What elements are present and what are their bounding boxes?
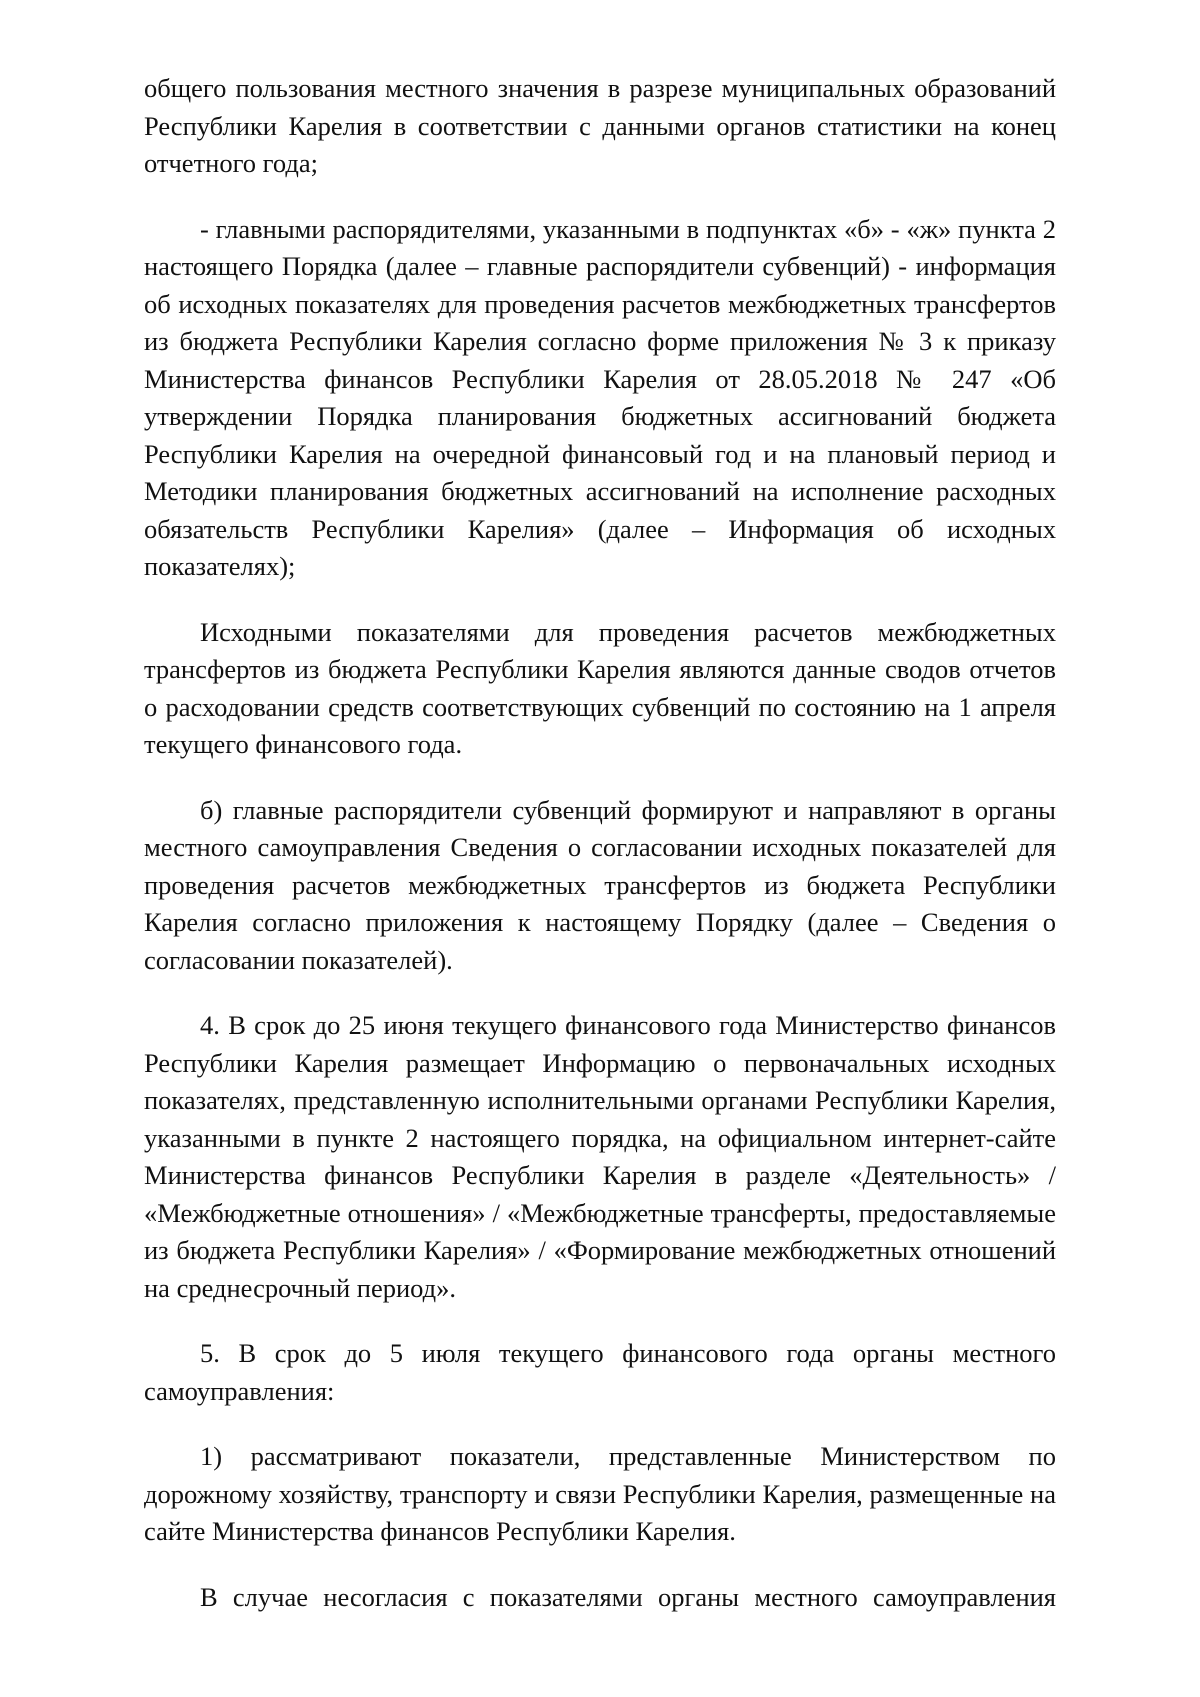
paragraph-1: общего пользования местного значения в разрезе муниципальных образований Республики Карелия в соответствии с данными органов статистики на конец отчетного года; bbox=[144, 73, 1056, 178]
paragraph-8: В случае несогласия с показателями органы местного самоуправления bbox=[200, 1581, 1056, 1612]
paragraph-4: б) главные распорядители субвенций формируют и направляют в органы местного самоуправления Сведения о согласовании исходных показателей для проведения расчетов межбюджетных трансфертов из бюджета Республики Карелия согласно приложения к настоящему Порядку (далее – Сведения о согласовании показателей). bbox=[144, 794, 1056, 975]
paragraph-6: 5. В срок до 5 июля текущего финансового года органы местного самоуправления: bbox=[144, 1338, 1056, 1406]
paragraph-7: 1) рассматривают показатели, представленные Министерством по дорожному хозяйству, транспорту и связи Республики Карелия, размещенные на сайте Министерства финансов Республики Карелия. bbox=[144, 1441, 1056, 1546]
paragraph-2: - главными распорядителями, указанными в подпунктах «б» - «ж» пункта 2 настоящего Порядка (далее – главные распорядители субвенций) - информация об исходных показателях для проведения расчетов межбюджетных трансфертов из бюджета Республики Карелия согласно форме приложения № 3 к приказу Министерства финансов Республики Карелия от 28.05.2018 № 247 «Об утверждении Порядка планирования бюджетных ассигнований бюджета Республики Карелия на очередной финансовый год и на плановый период и Методики планирования бюджетных ассигнований на исполнение расходных обязательств Республики Карелия» (далее – Информация об исходных показателях); bbox=[144, 213, 1056, 581]
paragraph-3: Исходными показателями для проведения расчетов межбюджетных трансфертов из бюджета Республики Карелия являются данные сводов отчетов о расходовании средств соответствующих субвенций по состоянию на 1 апреля текущего финансового года. bbox=[144, 616, 1056, 759]
paragraph-5: 4. В срок до 25 июня текущего финансового года Министерство финансов Республики Карелия размещает Информацию о первоначальных исходных показателях, представленную исполнительными органами Республики Карелия, указанными в пункте 2 настоящего порядка, на официальном интернет-сайте Министерства финансов Республики Карелия в разделе «Деятельность» / «Межбюджетные отношения» / «Межбюджетные трансферты, предоставляемые из бюджета Республики Карелия» / «Формирование межбюджетных отношений на среднесрочный период». bbox=[144, 1010, 1056, 1303]
